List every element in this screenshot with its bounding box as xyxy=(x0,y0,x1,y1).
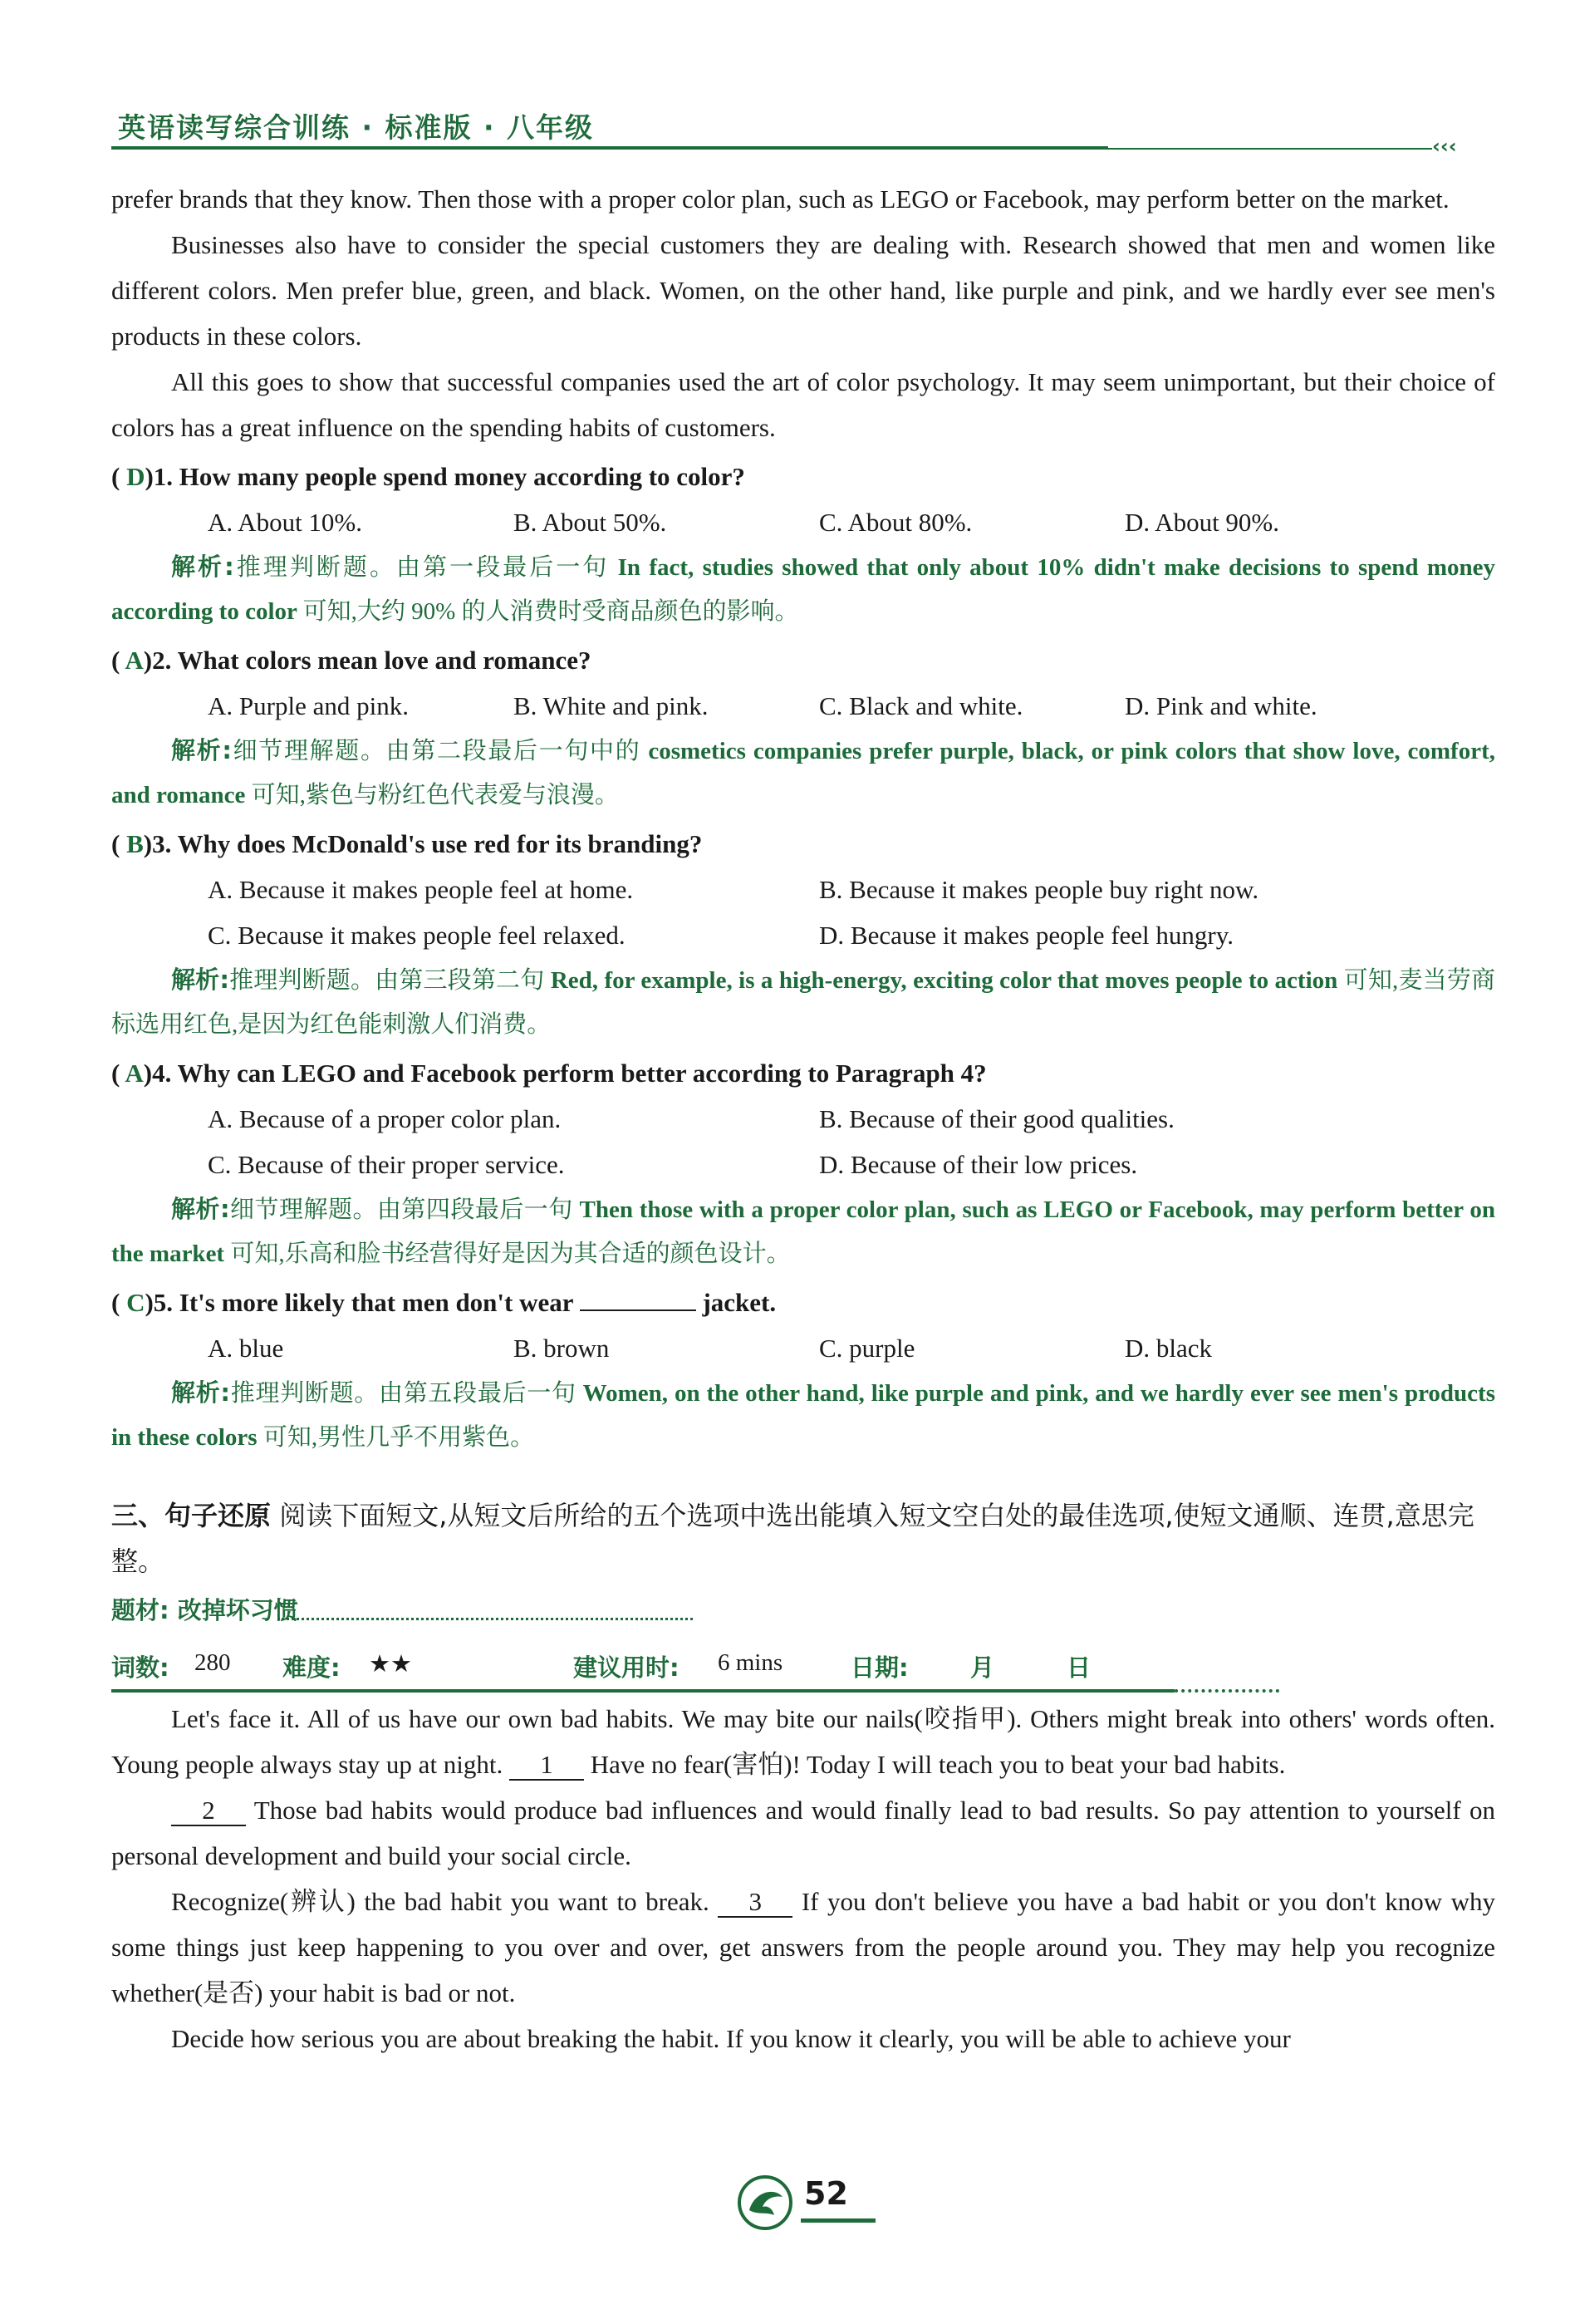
explanation-conclusion: 可知,麦当劳商标选用红色,是因为红色能刺激人们消费。 xyxy=(111,967,1495,1038)
answer-close: ) xyxy=(143,646,153,675)
passage2-paragraph-3 xyxy=(111,1879,1495,2016)
explanation-label: 解析: xyxy=(171,736,232,764)
explanation-quote: cosmetics companies prefer purple, black, or pink colors that show love, comfort, and romance xyxy=(111,738,1495,808)
explanation-conclusion: 可知,男性几乎不用紫色。 xyxy=(262,1424,535,1451)
time-label: 建议用时: xyxy=(573,1653,680,1682)
option-c: C. About 80%. xyxy=(819,508,973,537)
explanation xyxy=(111,1371,1495,1460)
answer-open: ( xyxy=(111,829,120,858)
passage-paragraph-3: All this goes to show that successful companies used the art of color psychology. It may seem unimportant, but their choice of colors has a great influence on the spending habits of customers. xyxy=(111,367,1495,442)
passage2-paragraph-4: Decide how serious you are about breaking the habit. If you know it clearly, you will be able to achieve your xyxy=(171,2024,1291,2053)
option-d: D. black xyxy=(1125,1334,1213,1363)
passage-paragraph-2: Businesses also have to consider the special customers they are dealing with. Research showed that men and women like different colors. Men prefer blue, green, and black. Women, on the other hand, like purple and pink, and we hardly ever see men's products in these colors. xyxy=(111,230,1495,351)
section-heading xyxy=(111,1493,1495,1585)
option-d: D. About 90%. xyxy=(1125,508,1279,537)
option-b: B. Because of their good qualities. xyxy=(819,1104,1175,1133)
explanation-quote: In fact, studies showed that only about 10% didn't make decisions to spend money according to color xyxy=(111,554,1495,625)
page-content xyxy=(111,176,1495,2061)
question-text: 2. What colors mean love and romance? xyxy=(152,646,591,675)
page-header xyxy=(111,106,1495,156)
explanation-type: 推理判断题。由第三段第二句 xyxy=(228,967,545,994)
explanation-type: 细节理解题。由第四段最后一句 xyxy=(229,1196,573,1223)
option-a: A. blue xyxy=(208,1334,284,1363)
passage2-text: If you don't believe you have a bad habit or you don't know why some things just keep happening to you over and over, get answers from the people around you. They may help you recognize whether(是否) your habit is bad or not. xyxy=(111,1887,1496,2007)
explanation xyxy=(111,1187,1495,1276)
dolphin-logo-icon xyxy=(736,2174,794,2232)
meta-rule xyxy=(111,1689,1175,1693)
explanation-label: 解析: xyxy=(171,553,234,581)
passage2-text: Recognize(辨认) the bad habit you want to break. xyxy=(171,1887,709,1916)
explanation-label: 解析: xyxy=(171,965,229,994)
passage2-text: Those bad habits would produce bad influences and would finally lead to bad results. So pay attention to yourself on personal development and build your social circle. xyxy=(111,1796,1495,1870)
option-row xyxy=(111,499,1495,545)
fill-blank xyxy=(580,1309,696,1311)
passage2-text: Let's face it. All of us have our own bad habits. We may bite our nails(咬指甲). Others might break into others' words often. Young people always stay up at night. xyxy=(111,1704,1495,1779)
answer-close: ) xyxy=(143,1059,153,1088)
option-a: A. Because of a proper color plan. xyxy=(208,1104,562,1133)
passage2-paragraph-2 xyxy=(111,1787,1495,1879)
option-c: C. Because it makes people feel relaxed. xyxy=(208,921,626,950)
page-number-rule xyxy=(801,2218,876,2223)
explanation xyxy=(111,958,1495,1047)
answer-close: ) xyxy=(143,829,153,858)
passage2-paragraph-1 xyxy=(111,1696,1495,1787)
month-label: 月 xyxy=(970,1653,995,1682)
explanation-quote: Red, for example, is a high-energy, exciting color that moves people to action xyxy=(550,967,1338,994)
option-row xyxy=(111,1142,1495,1187)
option-a: A. Because it makes people feel at home. xyxy=(208,875,634,904)
answer-open: ( xyxy=(111,1288,120,1317)
topic-dotted-rule xyxy=(277,1618,693,1620)
word-count-label: 词数: xyxy=(111,1653,169,1682)
meta-dotted-rule xyxy=(1175,1689,1279,1693)
option-d: D. Pink and white. xyxy=(1125,691,1317,720)
option-c: C. purple xyxy=(819,1334,915,1363)
word-count-value: 280 xyxy=(194,1649,231,1676)
answer-letter: C xyxy=(126,1288,145,1317)
header-rule-thin xyxy=(1108,148,1432,150)
question-1 xyxy=(111,454,1495,634)
explanation xyxy=(111,729,1495,818)
option-a: A. About 10%. xyxy=(208,508,362,537)
question-text: 4. Why can LEGO and Facebook perform better according to Paragraph 4? xyxy=(152,1059,987,1088)
answer-open: ( xyxy=(111,462,120,491)
topic-label: 题材: 改掉坏习惯 xyxy=(111,1596,298,1624)
difficulty-label: 难度: xyxy=(282,1653,341,1682)
answer-open: ( xyxy=(111,1059,120,1088)
topic-line xyxy=(111,1589,1495,1631)
option-row xyxy=(111,1096,1495,1142)
option-b: B. brown xyxy=(513,1334,610,1363)
answer-open: ( xyxy=(111,646,120,675)
explanation-quote: Women, on the other hand, like purple and pink, and we hardly ever see men's products in these colors xyxy=(111,1380,1495,1451)
question-text-end: jacket. xyxy=(702,1288,777,1317)
question-3 xyxy=(111,821,1495,1047)
date-label: 日期: xyxy=(851,1653,909,1682)
answer-letter: B xyxy=(126,829,144,858)
passage2-text: Have no fear(害怕)! Today I will teach you to beat your bad habits. xyxy=(590,1750,1286,1779)
answer-letter: D xyxy=(126,462,145,491)
answer-letter: A xyxy=(125,646,144,675)
option-row xyxy=(111,912,1495,958)
section-title: 三、句子还原 xyxy=(111,1500,272,1531)
passage-paragraph-1: prefer brands that they know. Then those with a proper color plan, such as LEGO or Facebook, may perform better on the market. xyxy=(111,184,1450,214)
chevron-left-icon: ‹‹‹ xyxy=(1432,135,1457,158)
question-text: 5. It's more likely that men don't wear xyxy=(153,1288,573,1317)
option-b: B. White and pink. xyxy=(513,691,709,720)
explanation xyxy=(111,545,1495,634)
meta-row xyxy=(111,1643,1495,1696)
explanation-label: 解析: xyxy=(171,1195,230,1223)
explanation-conclusion: 可知,紫色与粉红色代表爱与浪漫。 xyxy=(251,782,619,808)
question-5 xyxy=(111,1280,1495,1460)
option-c: C. Because of their proper service. xyxy=(208,1150,565,1179)
question-2 xyxy=(111,637,1495,818)
option-d: D. Because it makes people feel hungry. xyxy=(819,921,1234,950)
option-row xyxy=(111,683,1495,729)
blank-3: 3 xyxy=(718,1888,792,1918)
option-b: B. Because it makes people buy right now. xyxy=(819,875,1259,904)
explanation-label: 解析: xyxy=(171,1378,231,1407)
day-label: 日 xyxy=(1067,1653,1092,1682)
difficulty-stars: ★★ xyxy=(369,1649,412,1678)
header-rule xyxy=(111,146,1108,150)
header-title: 英语读写综合训练 · 标准版 · 八年级 xyxy=(118,111,595,144)
option-a: A. Purple and pink. xyxy=(208,691,409,720)
explanation-quote: Then those with a proper color plan, such as LEGO or Facebook, may perform better on the market xyxy=(111,1196,1495,1267)
option-b: B. About 50%. xyxy=(513,508,667,537)
explanation-type: 细节理解题。由第二段最后一句中的 xyxy=(231,738,641,764)
explanation-type: 推理判断题。由第五段最后一句 xyxy=(230,1380,576,1407)
option-d: D. Because of their low prices. xyxy=(819,1150,1138,1179)
answer-letter: A xyxy=(125,1059,144,1088)
blank-2: 2 xyxy=(171,1796,246,1826)
explanation-type: 推理判断题。由第一段最后一句 xyxy=(233,554,610,581)
explanation-conclusion: 可知,大约 90% 的人消费时受商品颜色的影响。 xyxy=(302,598,799,625)
option-c: C. Black and white. xyxy=(819,691,1023,720)
question-4 xyxy=(111,1050,1495,1276)
page-number: 52 xyxy=(804,2175,848,2212)
option-row xyxy=(111,1325,1495,1371)
time-value: 6 mins xyxy=(718,1649,783,1676)
page-footer xyxy=(111,2165,1495,2240)
explanation-conclusion: 可知,乐高和脸书经营得好是因为其合适的颜色设计。 xyxy=(230,1241,791,1267)
question-text: 3. Why does McDonald's use red for its branding? xyxy=(152,829,703,858)
blank-1: 1 xyxy=(509,1751,584,1781)
section-instruction: 阅读下面短文,从短文后所给的五个选项中选出能填入短文空白处的最佳选项,使短文通顺、连贯,意思完整。 xyxy=(111,1500,1474,1577)
question-text: 1. How many people spend money according to color? xyxy=(153,462,745,491)
option-row xyxy=(111,867,1495,912)
answer-close: ) xyxy=(145,462,154,491)
answer-close: ) xyxy=(145,1288,154,1317)
